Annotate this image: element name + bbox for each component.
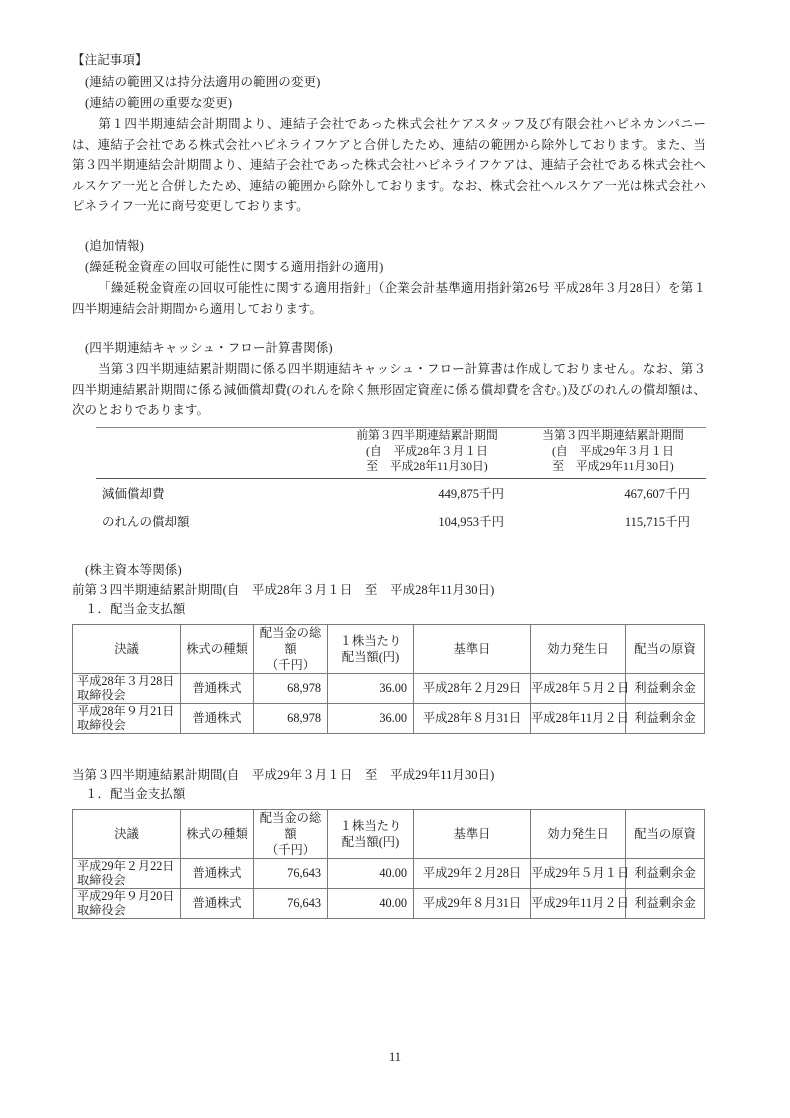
cell-dividend-source: 利益剰余金 <box>626 703 705 733</box>
cell-record-date: 平成29年２月28日 <box>414 858 531 888</box>
cell-share-type: 普通株式 <box>181 858 254 888</box>
shareholders-equity-heading: (株主資本等関係) <box>85 562 182 577</box>
header-record-date <box>414 624 531 673</box>
spacer <box>72 217 706 236</box>
header-record-date-line1: 基準日 <box>453 641 491 656</box>
table-row <box>73 858 705 888</box>
current-period-line1: 当第３四半期連結累計期間 <box>542 428 684 443</box>
table-row <box>73 673 705 703</box>
cash-flow-heading: (四半期連結キャッシュ・フロー計算書関係) <box>85 341 333 356</box>
scope-subheading-2: (連結の範囲の重要な変更) <box>85 96 233 110</box>
goodwill-amortization-prior-value: 104,953千円 <box>438 514 504 529</box>
cell-share-type: 普通株式 <box>181 703 254 733</box>
cell-resolution-line2: 取締役会 <box>77 688 126 703</box>
cell-total-dividend: 76,643 <box>254 858 328 888</box>
page-content <box>72 50 706 919</box>
cell-total-dividend: 68,978 <box>254 673 328 703</box>
depreciation-row-current-value: 467,607千円 <box>624 486 690 501</box>
prior-period-item-label: １．配当金支払額 <box>85 601 186 616</box>
cell-dividend-source: 利益剰余金 <box>626 888 705 918</box>
spacer <box>72 734 706 766</box>
cell-resolution <box>73 703 181 733</box>
header-dividend-source <box>626 624 705 673</box>
cell-effective-date: 平成29年５月１日 <box>531 858 626 888</box>
header-resolution <box>73 809 181 858</box>
header-record-date <box>414 809 531 858</box>
cell-dividend-source: 利益剰余金 <box>626 858 705 888</box>
cell-resolution <box>73 888 181 918</box>
header-total-dividend <box>254 809 328 858</box>
depreciation-table-head <box>96 428 706 478</box>
depreciation-header-blank <box>96 428 334 478</box>
cell-dividend-per-share: 40.00 <box>328 888 414 918</box>
cell-record-date: 平成28年２月29日 <box>414 673 531 703</box>
table-row <box>96 478 706 508</box>
prior-period-label: 前第３四半期連結累計期間(自 平成28年３月１日 至 平成28年11月30日) <box>72 582 495 597</box>
cell-effective-date: 平成28年11月２日 <box>531 703 626 733</box>
cash-flow-paragraph-text: 当第３四半期連結累計期間に係る四半期連結キャッシュ・フロー計算書は作成しておりません。なお、第３四半期連結累計期間に係る減価償却費(のれんを除く無形固定資産に係る償却費を含む。)及びのれんの償却額は、次のとおりであります。 <box>72 362 706 418</box>
cell-total-dividend: 76,643 <box>254 888 328 918</box>
scope-paragraph <box>72 114 706 217</box>
header-dividend-per-share-line2: 配当額(円) <box>341 649 400 664</box>
cell-total-dividend: 68,978 <box>254 703 328 733</box>
goodwill-amortization-current-value: 115,715千円 <box>624 514 690 529</box>
header-effective-date <box>531 624 626 673</box>
additional-info-subheading: (繰延税金資産の回収可能性に関する適用指針の適用) <box>85 259 384 274</box>
header-effective-date-line1: 効力発生日 <box>547 641 609 656</box>
header-dividend-source-line1: 配当の原資 <box>634 826 696 841</box>
header-dividend-per-share-line1: １株当たり <box>339 633 402 648</box>
header-dividend-source-line1: 配当の原資 <box>634 641 696 656</box>
header-total-dividend <box>254 624 328 673</box>
header-total-dividend-line2: （千円） <box>265 657 316 672</box>
cell-resolution-line2: 取締役会 <box>77 873 126 888</box>
dividend-table-head <box>73 624 705 673</box>
header-resolution-line1: 決議 <box>114 826 139 841</box>
prior-period-line1: 前第３四半期連結累計期間 <box>356 428 498 443</box>
header-total-dividend-line1: 配当金の総額 <box>259 625 322 656</box>
cell-dividend-per-share: 36.00 <box>328 673 414 703</box>
header-record-date-line1: 基準日 <box>453 826 491 841</box>
additional-info-paragraph <box>72 278 706 319</box>
cell-effective-date: 平成28年５月２日 <box>531 673 626 703</box>
dividend-header-row <box>73 809 705 858</box>
header-total-dividend-line2: （千円） <box>265 842 316 857</box>
header-dividend-per-share <box>328 624 414 673</box>
dividend-table-current-period <box>72 809 705 919</box>
cell-record-date: 平成28年８月31日 <box>414 703 531 733</box>
cell-resolution-line1: 平成29年２月22日 <box>77 858 175 873</box>
notes-heading: 【注記事項】 <box>72 53 148 67</box>
spacer <box>72 536 706 560</box>
table-row <box>73 888 705 918</box>
cell-resolution-line1: 平成28年３月28日 <box>77 673 175 688</box>
header-total-dividend-line1: 配当金の総額 <box>259 810 322 841</box>
depreciation-table-body <box>96 478 706 536</box>
header-dividend-per-share-line2: 配当額(円) <box>341 834 400 849</box>
header-share-type <box>181 624 254 673</box>
depreciation-header-current-lines <box>520 428 706 475</box>
cash-flow-paragraph <box>72 359 706 421</box>
page-number: 11 <box>388 1050 402 1064</box>
header-dividend-per-share <box>328 809 414 858</box>
dividend-header-row <box>73 624 705 673</box>
scope-paragraph-text: 第１四半期連結会計期間より、連結子会社であった株式会社ケアスタッフ及び有限会社ハピネカンパニーは、連結子会社である株式会社ハピネライフケアと合併したため、連結の範囲から除外しております。また、当第３四半期連結会計期間より、連結子会社であった株式会社ハピネライフケアは、連結子会社である株式会社ヘルスケア一光と合併したため、連結の範囲から除外しております。なお、株式会社ヘルスケア一光は株式会社ハピネライフ一光に商号変更しております。 <box>72 117 706 214</box>
dividend-table-body <box>73 673 705 733</box>
prior-period-line2: (自 平成28年３月１日 <box>366 443 488 458</box>
depreciation-header-current-period <box>520 428 706 478</box>
current-period-item-label: １．配当金支払額 <box>85 786 186 801</box>
cell-dividend-per-share: 36.00 <box>328 703 414 733</box>
cell-resolution-line2: 取締役会 <box>77 718 126 733</box>
table-row <box>73 703 705 733</box>
cell-share-type: 普通株式 <box>181 888 254 918</box>
header-resolution <box>73 624 181 673</box>
cell-effective-date: 平成29年11月２日 <box>531 888 626 918</box>
header-dividend-per-share-line1: １株当たり <box>339 818 402 833</box>
cell-dividend-source: 利益剰余金 <box>626 673 705 703</box>
cell-record-date: 平成29年８月31日 <box>414 888 531 918</box>
dividend-table-prior-period <box>72 624 705 734</box>
header-dividend-source <box>626 809 705 858</box>
current-period-label: 当第３四半期連結累計期間(自 平成29年３月１日 至 平成29年11月30日) <box>72 767 495 782</box>
header-resolution-line1: 決議 <box>114 641 139 656</box>
dividend-table-body <box>73 858 705 918</box>
cell-resolution <box>73 858 181 888</box>
depreciation-header-prior-period <box>334 428 520 478</box>
cell-dividend-per-share: 40.00 <box>328 858 414 888</box>
cell-resolution <box>73 673 181 703</box>
depreciation-header-prior-lines <box>334 428 520 475</box>
table-row <box>96 508 706 536</box>
header-share-type <box>181 809 254 858</box>
spacer <box>72 319 706 338</box>
cell-resolution-line1: 平成28年９月21日 <box>77 703 175 718</box>
cell-share-type: 普通株式 <box>181 673 254 703</box>
header-effective-date <box>531 809 626 858</box>
dividend-table-head <box>73 809 705 858</box>
depreciation-table <box>96 428 706 536</box>
depreciation-row-label: 減価償却費 <box>102 486 165 501</box>
scope-subheading-1: (連結の範囲又は持分法適用の範囲の変更) <box>85 75 321 89</box>
additional-info-paragraph-text: 「繰延税金資産の回収可能性に関する適用指針」（企業会計基準適用指針第26号 平成28年３月28日）を第１四半期連結会計期間から適用しております。 <box>72 280 706 316</box>
current-period-line3: 至 平成29年11月30日) <box>552 459 674 474</box>
current-period-line2: (自 平成29年３月１日 <box>552 443 674 458</box>
additional-info-heading: (追加情報) <box>85 238 144 253</box>
header-effective-date-line1: 効力発生日 <box>547 826 609 841</box>
depreciation-row-prior-value: 449,875千円 <box>438 486 504 501</box>
header-share-type-line1: 株式の種類 <box>186 826 248 841</box>
goodwill-amortization-row-label: のれんの償却額 <box>102 514 190 529</box>
prior-period-line3: 至 平成28年11月30日) <box>366 459 488 474</box>
depreciation-header-row <box>96 428 706 478</box>
cell-resolution-line1: 平成29年９月20日 <box>77 888 175 903</box>
header-share-type-line1: 株式の種類 <box>186 641 248 656</box>
cell-resolution-line2: 取締役会 <box>77 903 126 918</box>
